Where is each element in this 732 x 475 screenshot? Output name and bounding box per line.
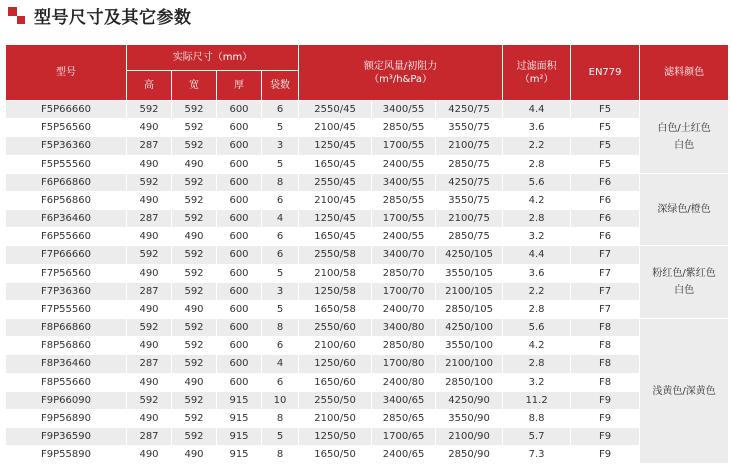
cell-height: 592 xyxy=(127,246,172,264)
cell-bags: 4 xyxy=(262,355,299,373)
cell-airflow-mid: 1700/70 xyxy=(372,282,436,300)
cell-area: 3.6 xyxy=(503,264,571,282)
cell-airflow-mid: 2400/55 xyxy=(372,228,436,246)
cell-depth: 600 xyxy=(217,282,262,300)
cell-en779: F8 xyxy=(571,337,640,355)
spec-table xyxy=(5,44,729,464)
cell-airflow-high: 2850/75 xyxy=(436,228,503,246)
header-bags: 袋数 xyxy=(262,71,299,101)
media-color-line: 白色/土红色 xyxy=(657,122,711,134)
cell-width: 592 xyxy=(172,173,217,191)
cell-width: 592 xyxy=(172,246,217,264)
cell-en779: F6 xyxy=(571,173,640,191)
cell-depth: 915 xyxy=(217,428,262,446)
cell-airflow-high: 4250/100 xyxy=(436,319,503,337)
cell-en779: F9 xyxy=(571,446,640,464)
table-row xyxy=(6,228,729,246)
cell-airflow-high: 2100/90 xyxy=(436,428,503,446)
cell-model: F7P36360 xyxy=(6,282,127,300)
header-width: 宽 xyxy=(172,71,217,101)
cell-width: 592 xyxy=(172,282,217,300)
cell-area: 2.2 xyxy=(503,137,571,155)
cell-bags: 8 xyxy=(262,409,299,427)
media-color-line: 深绿色/橙色 xyxy=(657,204,711,216)
header-airflow-line1: 额定风量/初阻力 xyxy=(363,60,438,72)
cell-width: 592 xyxy=(172,191,217,209)
cell-area: 5.7 xyxy=(503,428,571,446)
cell-area: 8.8 xyxy=(503,409,571,427)
cell-airflow-high: 2100/105 xyxy=(436,282,503,300)
cell-en779: F7 xyxy=(571,264,640,282)
cell-airflow-high: 2850/75 xyxy=(436,155,503,173)
cell-bags: 5 xyxy=(262,264,299,282)
cell-width: 490 xyxy=(172,228,217,246)
header-height: 高 xyxy=(127,71,172,101)
cell-airflow-high: 3550/75 xyxy=(436,191,503,209)
cell-height: 287 xyxy=(127,428,172,446)
cell-airflow-mid: 2850/70 xyxy=(372,264,436,282)
cell-area: 4.4 xyxy=(503,246,571,264)
table-row xyxy=(6,373,729,391)
cell-area: 5.6 xyxy=(503,173,571,191)
cell-width: 592 xyxy=(172,409,217,427)
cell-bags: 10 xyxy=(262,391,299,409)
cell-depth: 600 xyxy=(217,228,262,246)
cell-area: 4.2 xyxy=(503,191,571,209)
cell-airflow-mid: 1700/55 xyxy=(372,210,436,228)
cell-airflow-mid: 1700/55 xyxy=(372,137,436,155)
cell-airflow-mid: 2400/70 xyxy=(372,300,436,318)
cell-model: F5P66660 xyxy=(6,101,127,119)
cell-bags: 5 xyxy=(262,300,299,318)
cell-media-color xyxy=(640,173,729,246)
cell-depth: 915 xyxy=(217,409,262,427)
cell-en779: F7 xyxy=(571,282,640,300)
cell-area: 2.8 xyxy=(503,355,571,373)
header-airflow-line2: （m³/h&Pa） xyxy=(369,73,433,85)
cell-width: 592 xyxy=(172,337,217,355)
cell-width: 490 xyxy=(172,373,217,391)
cell-model: F9P36590 xyxy=(6,428,127,446)
media-color-line: 浅黄色/深黄色 xyxy=(652,385,716,397)
cell-model: F7P56560 xyxy=(6,264,127,282)
cell-model: F8P56860 xyxy=(6,337,127,355)
cell-height: 490 xyxy=(127,446,172,464)
cell-height: 490 xyxy=(127,337,172,355)
table-row xyxy=(6,210,729,228)
cell-airflow-low: 1650/58 xyxy=(299,300,372,318)
cell-width: 592 xyxy=(172,319,217,337)
cell-airflow-low: 1250/58 xyxy=(299,282,372,300)
cell-en779: F6 xyxy=(571,191,640,209)
cell-depth: 600 xyxy=(217,119,262,137)
cell-bags: 6 xyxy=(262,337,299,355)
cell-depth: 600 xyxy=(217,137,262,155)
cell-area: 11.2 xyxy=(503,391,571,409)
cell-depth: 600 xyxy=(217,300,262,318)
cell-airflow-low: 1250/60 xyxy=(299,355,372,373)
cell-width: 592 xyxy=(172,119,217,137)
cell-bags: 4 xyxy=(262,210,299,228)
cell-height: 490 xyxy=(127,228,172,246)
cell-media-color xyxy=(640,101,729,174)
cell-height: 287 xyxy=(127,210,172,228)
cell-depth: 915 xyxy=(217,446,262,464)
cell-model: F6P56860 xyxy=(6,191,127,209)
header-model: 型号 xyxy=(6,45,127,101)
media-color-line: 白色 xyxy=(674,285,695,297)
table-row xyxy=(6,282,729,300)
cell-model: F6P36460 xyxy=(6,210,127,228)
cell-width: 592 xyxy=(172,355,217,373)
cell-airflow-high: 3550/105 xyxy=(436,264,503,282)
cell-depth: 600 xyxy=(217,191,262,209)
cell-airflow-low: 2550/60 xyxy=(299,319,372,337)
cell-height: 592 xyxy=(127,391,172,409)
table-row xyxy=(6,300,729,318)
cell-airflow-high: 4250/90 xyxy=(436,391,503,409)
cell-bags: 6 xyxy=(262,228,299,246)
cell-airflow-mid: 2850/55 xyxy=(372,191,436,209)
cell-airflow-mid: 2850/55 xyxy=(372,119,436,137)
cell-airflow-low: 2100/45 xyxy=(299,191,372,209)
cell-en779: F8 xyxy=(571,355,640,373)
cell-height: 287 xyxy=(127,282,172,300)
cell-airflow-low: 2100/50 xyxy=(299,409,372,427)
cell-model: F8P36460 xyxy=(6,355,127,373)
cell-model: F5P36360 xyxy=(6,137,127,155)
cell-airflow-high: 4250/75 xyxy=(436,101,503,119)
cell-airflow-low: 1250/45 xyxy=(299,210,372,228)
table-row xyxy=(6,137,729,155)
cell-airflow-high: 4250/75 xyxy=(436,173,503,191)
table-row xyxy=(6,155,729,173)
cell-en779: F5 xyxy=(571,155,640,173)
cell-bags: 5 xyxy=(262,119,299,137)
cell-model: F8P55660 xyxy=(6,373,127,391)
cell-height: 490 xyxy=(127,191,172,209)
cell-area: 5.6 xyxy=(503,319,571,337)
cell-width: 490 xyxy=(172,446,217,464)
cell-depth: 600 xyxy=(217,173,262,191)
cell-height: 490 xyxy=(127,300,172,318)
cell-depth: 600 xyxy=(217,101,262,119)
cell-airflow-mid: 2850/80 xyxy=(372,337,436,355)
cell-airflow-low: 2550/50 xyxy=(299,391,372,409)
cell-airflow-low: 1650/45 xyxy=(299,155,372,173)
cell-en779: F6 xyxy=(571,228,640,246)
media-color-line: 粉红色/紫红色 xyxy=(652,268,716,280)
cell-airflow-high: 4250/105 xyxy=(436,246,503,264)
cell-model: F5P56560 xyxy=(6,119,127,137)
cell-airflow-mid: 2400/80 xyxy=(372,373,436,391)
cell-airflow-mid: 1700/80 xyxy=(372,355,436,373)
cell-bags: 8 xyxy=(262,173,299,191)
header-area-line1: 过滤面积 xyxy=(516,60,557,72)
cell-bags: 3 xyxy=(262,282,299,300)
cell-width: 592 xyxy=(172,137,217,155)
cell-airflow-high: 3550/75 xyxy=(436,119,503,137)
cell-area: 2.2 xyxy=(503,282,571,300)
page-title: 型号尺寸及其它参数 xyxy=(34,7,192,28)
table-row xyxy=(6,391,729,409)
cell-airflow-mid: 2400/65 xyxy=(372,446,436,464)
cell-airflow-low: 2100/45 xyxy=(299,119,372,137)
cell-width: 592 xyxy=(172,101,217,119)
table-row xyxy=(6,337,729,355)
cell-airflow-low: 1250/50 xyxy=(299,428,372,446)
cell-depth: 915 xyxy=(217,391,262,409)
cell-area: 4.4 xyxy=(503,101,571,119)
cell-en779: F9 xyxy=(571,409,640,427)
cell-en779: F8 xyxy=(571,319,640,337)
cell-bags: 8 xyxy=(262,319,299,337)
header-en779: EN779 xyxy=(571,45,640,101)
cell-depth: 600 xyxy=(217,264,262,282)
cell-airflow-high: 2100/75 xyxy=(436,210,503,228)
table-row xyxy=(6,319,729,337)
media-color-line: 白色 xyxy=(674,139,695,151)
cell-airflow-mid: 3400/55 xyxy=(372,101,436,119)
cell-area: 4.2 xyxy=(503,337,571,355)
cell-media-color xyxy=(640,246,729,319)
section-header xyxy=(8,4,192,26)
cell-depth: 600 xyxy=(217,337,262,355)
cell-height: 490 xyxy=(127,373,172,391)
cell-airflow-high: 2100/75 xyxy=(436,137,503,155)
cell-area: 7.3 xyxy=(503,446,571,464)
cell-airflow-mid: 3400/65 xyxy=(372,391,436,409)
cell-height: 490 xyxy=(127,409,172,427)
cell-airflow-high: 2850/90 xyxy=(436,446,503,464)
cell-airflow-low: 1250/45 xyxy=(299,137,372,155)
spec-table-body xyxy=(6,101,729,464)
cell-bags: 3 xyxy=(262,137,299,155)
cell-model: F9P66090 xyxy=(6,391,127,409)
cell-area: 3.2 xyxy=(503,373,571,391)
table-row xyxy=(6,246,729,264)
cell-airflow-mid: 3400/55 xyxy=(372,173,436,191)
table-row xyxy=(6,409,729,427)
cell-airflow-high: 2850/100 xyxy=(436,373,503,391)
cell-area: 2.8 xyxy=(503,155,571,173)
cell-airflow-mid: 3400/80 xyxy=(372,319,436,337)
cell-airflow-low: 2100/60 xyxy=(299,337,372,355)
table-row xyxy=(6,173,729,191)
header-size-group: 实际尺寸（mm） xyxy=(127,45,299,71)
header-area xyxy=(503,45,571,101)
cell-en779: F9 xyxy=(571,391,640,409)
cell-bags: 6 xyxy=(262,101,299,119)
cell-width: 490 xyxy=(172,300,217,318)
cell-en779: F6 xyxy=(571,210,640,228)
cell-depth: 600 xyxy=(217,319,262,337)
red-squares-icon xyxy=(8,7,25,24)
cell-bags: 6 xyxy=(262,191,299,209)
cell-en779: F7 xyxy=(571,246,640,264)
cell-airflow-high: 2850/105 xyxy=(436,300,503,318)
cell-depth: 600 xyxy=(217,373,262,391)
cell-airflow-high: 3550/90 xyxy=(436,409,503,427)
cell-height: 287 xyxy=(127,137,172,155)
table-row xyxy=(6,428,729,446)
header-airflow xyxy=(299,45,503,101)
cell-bags: 6 xyxy=(262,373,299,391)
cell-height: 490 xyxy=(127,264,172,282)
cell-model: F6P55660 xyxy=(6,228,127,246)
cell-airflow-high: 2100/100 xyxy=(436,355,503,373)
cell-width: 592 xyxy=(172,428,217,446)
table-row xyxy=(6,446,729,464)
cell-width: 592 xyxy=(172,391,217,409)
cell-bags: 6 xyxy=(262,246,299,264)
cell-airflow-low: 1650/45 xyxy=(299,228,372,246)
cell-model: F6P66860 xyxy=(6,173,127,191)
cell-model: F9P56890 xyxy=(6,409,127,427)
cell-bags: 8 xyxy=(262,446,299,464)
cell-height: 592 xyxy=(127,173,172,191)
cell-area: 2.8 xyxy=(503,300,571,318)
cell-airflow-low: 2550/45 xyxy=(299,173,372,191)
cell-airflow-low: 1650/50 xyxy=(299,446,372,464)
cell-height: 490 xyxy=(127,119,172,137)
header-media-color: 滤料颜色 xyxy=(640,45,729,101)
cell-height: 287 xyxy=(127,355,172,373)
cell-height: 490 xyxy=(127,155,172,173)
cell-en779: F8 xyxy=(571,373,640,391)
table-row xyxy=(6,101,729,119)
cell-bags: 5 xyxy=(262,155,299,173)
cell-model: F7P55560 xyxy=(6,300,127,318)
table-row xyxy=(6,264,729,282)
cell-area: 3.2 xyxy=(503,228,571,246)
cell-airflow-low: 2550/58 xyxy=(299,246,372,264)
table-row xyxy=(6,191,729,209)
cell-depth: 600 xyxy=(217,355,262,373)
cell-width: 592 xyxy=(172,264,217,282)
cell-airflow-low: 2550/45 xyxy=(299,101,372,119)
header-depth: 厚 xyxy=(217,71,262,101)
cell-model: F7P66660 xyxy=(6,246,127,264)
cell-airflow-mid: 2850/65 xyxy=(372,409,436,427)
table-row xyxy=(6,119,729,137)
cell-model: F5P55560 xyxy=(6,155,127,173)
cell-width: 592 xyxy=(172,210,217,228)
cell-width: 490 xyxy=(172,155,217,173)
cell-depth: 600 xyxy=(217,246,262,264)
table-row xyxy=(6,355,729,373)
cell-airflow-mid: 2400/55 xyxy=(372,155,436,173)
cell-depth: 600 xyxy=(217,210,262,228)
cell-airflow-low: 1650/60 xyxy=(299,373,372,391)
cell-height: 592 xyxy=(127,101,172,119)
cell-area: 2.8 xyxy=(503,210,571,228)
cell-media-color xyxy=(640,319,729,464)
cell-model: F8P66860 xyxy=(6,319,127,337)
cell-height: 592 xyxy=(127,319,172,337)
cell-en779: F9 xyxy=(571,428,640,446)
cell-bags: 5 xyxy=(262,428,299,446)
cell-airflow-mid: 1700/65 xyxy=(372,428,436,446)
cell-en779: F5 xyxy=(571,101,640,119)
cell-en779: F5 xyxy=(571,119,640,137)
cell-model: F9P55890 xyxy=(6,446,127,464)
cell-area: 3.6 xyxy=(503,119,571,137)
cell-airflow-mid: 3400/70 xyxy=(372,246,436,264)
cell-en779: F5 xyxy=(571,137,640,155)
cell-airflow-high: 3550/100 xyxy=(436,337,503,355)
cell-depth: 600 xyxy=(217,155,262,173)
cell-en779: F7 xyxy=(571,300,640,318)
cell-airflow-low: 2100/58 xyxy=(299,264,372,282)
header-area-line2: （m²） xyxy=(519,73,554,85)
